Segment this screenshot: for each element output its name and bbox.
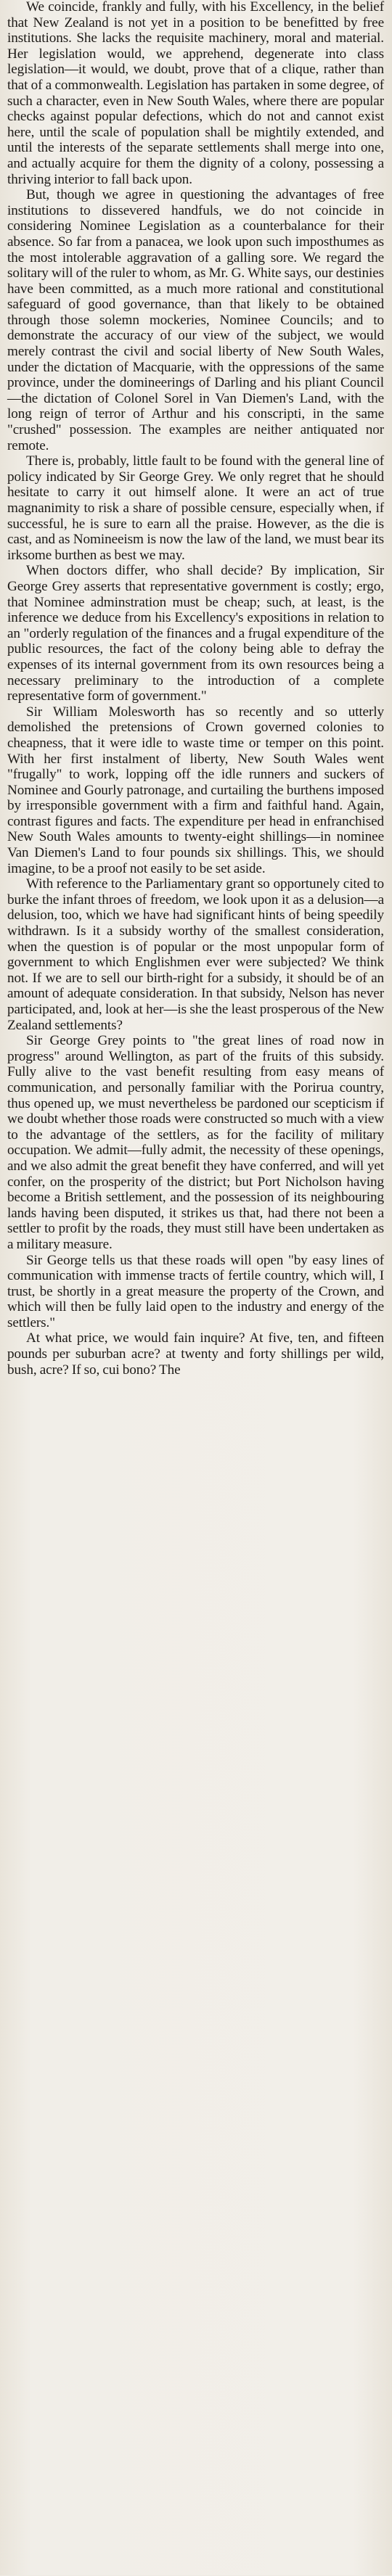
article-paragraph: Sir George Grey points to "the great lines of road now in progress" around Wellington, as part of the fruits of this subsidy. Fully alive to the vast benefit resulting from easy means of communication, and personally familiar with the Porirua country, thus opened up, we must nevertheless be pardoned our scepticism if we doubt whether those roads were constructed so much with a view to the advantage of the settlers, as for the facility of military occupation. We admit—fully admit, the necessity of these openings, and we also admit the great benefit they have conferred, and will yet confer, on the prosperity of the district; but Port Nicholson having become a British settlement, and the possession of its neighbouring lands having been disputed, it strikes us that, had there not been a settler to profit by the roads, they must still have been undertaken as a military measure. bbox=[7, 1033, 384, 1252]
article-paragraph: Sir George tells us that these roads will open "by easy lines of communication with immense tracts of fertile country, which will, I trust, be shortly in a great measure the property of the Crown, and which will then be fully laid open to the industry and energy of the settlers." bbox=[7, 1252, 384, 1330]
article-paragraph: When doctors differ, who shall decide? By implication, Sir George Grey asserts that representative government is costly; ergo, that Nominee adminstration must be cheap; such, at least, is the inference we deduce from his Excellency's expositions in relation to an "orderly regulation of the finances and a frugal expenditure of the public resources, the fact of the colony being able to defray the expenses of its internal government from its own resources being a necessary preliminary to the introduction of a complete representative form of government." bbox=[7, 563, 384, 704]
article-paragraph: At what price, we would fain inquire? At five, ten, and fifteen pounds per suburban acre? at twenty and forty shillings per wild, bush, acre? If so, cui bono? The bbox=[7, 1330, 384, 1378]
article-paragraph: We coincide, frankly and fully, with his Excellency, in the belief that New Zealand is not yet in a position to be benefitted by free institutions. She lacks the requisite machinery, moral and material. Her legislation would, we apprehend, degenerate into class legislation—it would, we doubt, prove that of a clique, rather than that of a commonwealth. Legislation has partaken in some degree, of such a character, even in New South Wales, where there are popular checks against popular defections, which do not and cannot exist here, until the scale of population shall be mightily extended, and until the interests of the separate settlements shall merge into one, and actually acquire for them the dignity of a colony, possessing a thriving interior to fall back upon. bbox=[7, 0, 384, 187]
article-paragraph: With reference to the Parliamentary grant so opportunely cited to burke the infant throes of freedom, we look upon it as a delusion—a delusion, too, which we have had significant hints of being speedily withdrawn. Is it a subsidy worthy of the smallest consideration, when the question is of popular or the most unpopular form of government to which Englishmen ever were subjected? We think not. If we are to sell our birth-right for a subsidy, it should be of an amount of adequate consideration. In that subsidy, Nelson has never participated, and, look at her—is she the least prosperous of the New Zealand settlements? bbox=[7, 876, 384, 1033]
article-paragraph: There is, probably, little fault to be found with the general line of policy indicated by Sir George Grey. We only regret that he should hesitate to carry it out himself alone. It were an act of true magnanimity to risk a share of possible censure, especially when, if successful, he is sure to earn all the praise. However, as the die is cast, and as Nomineeism is now the law of the land, we must bear its irksome burthen as best we may. bbox=[7, 453, 384, 563]
editorial-article bbox=[7, 0, 384, 1378]
article-paragraph: Sir William Molesworth has so recently and so utterly demolished the pretensions of Crown governed colonies to cheapness, that it were idle to waste time or temper on this point. With her first instalment of liberty, New South Wales went "frugally" to work, lopping off the idle runners and suckers of Nominee and Gourly patronage, and curtailing the burthens imposed by irresponsible government with a firm and faithful hand. Again, contrast figures and facts. The expenditure per head in enfranchised New South Wales amounts to twenty-eight shillings—in nominee Van Diemen's Land to four pounds six shillings. This, we should imagine, to be a proof not easily to be set aside. bbox=[7, 704, 384, 876]
article-paragraph: But, though we agree in questioning the advantages of free institutions to dissevered handfuls, we do not coincide in considering Nominee Legislation as a counterbalance for their absence. So far from a panacea, we look upon such imposthumes as the most intolerable aggravation of a galling sore. We regard the solitary will of the ruler to whom, as Mr. G. White says, our destinies have been committed, as a much more rational and constitutional safeguard of good governance, than that likely to be obtained through those solemn mockeries, Nominee Councils; and to demonstrate the accuracy of our view of the subject, we would merely contrast the civil and social liberty of New South Wales, under the dictation of Macquarie, with the oppressions of the same province, under the domineerings of Darling and his pliant Council—the dictation of Colonel Sorel in Van Diemen's Land, with the long reign of terror of Arthur and his conscripti, in the same "crushed" possession. The examples are neither antiquated nor remote. bbox=[7, 187, 384, 453]
